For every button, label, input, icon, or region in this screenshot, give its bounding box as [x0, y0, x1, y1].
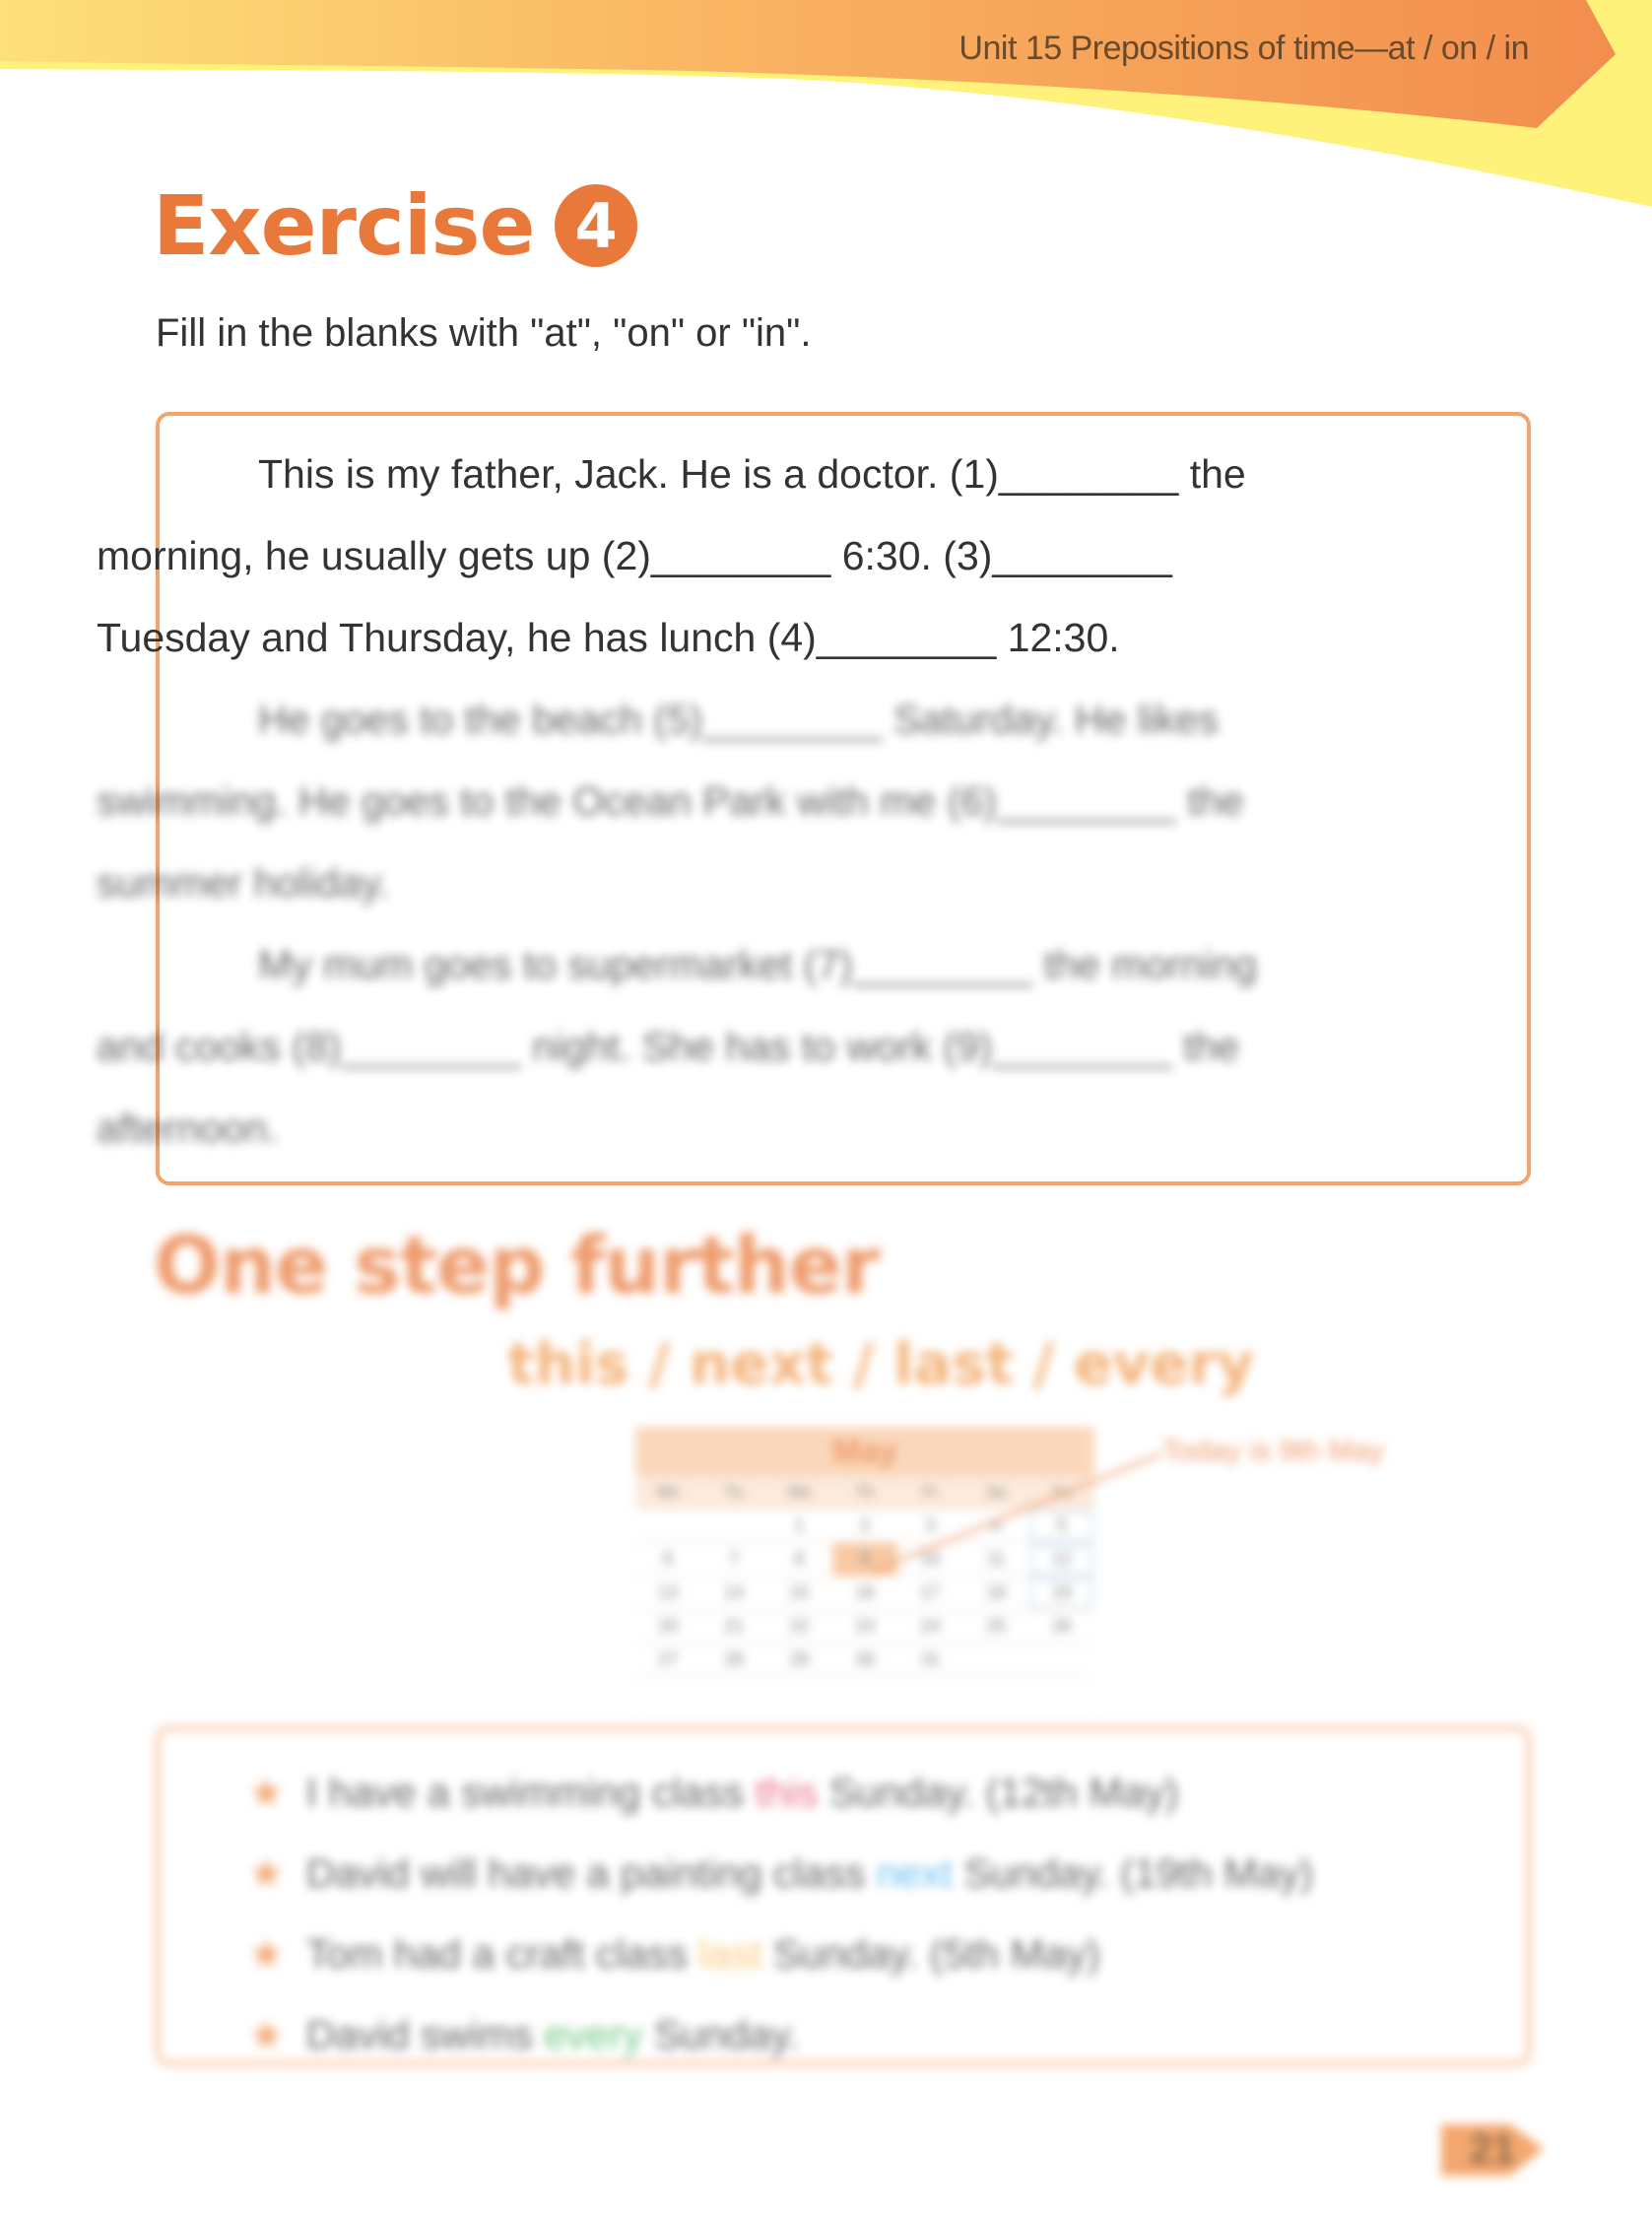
weekday-label: Sa [963, 1476, 1029, 1510]
p2-line2: swimming. He goes to the Ocean Park with me (6)________ the [97, 778, 1244, 824]
calendar-day [1028, 1644, 1094, 1677]
calendar-pointer-line [867, 1448, 1172, 1577]
calendar-day: 15 [766, 1577, 832, 1610]
blurred-region-exercise [97, 679, 1509, 1170]
calendar-day: 31 [897, 1644, 963, 1677]
star-bullet-icon: ★ [248, 1931, 285, 1977]
calendar-day [701, 1510, 767, 1543]
exercise-text-box [97, 412, 1531, 1185]
example-text: Sunday. (19th May) [953, 1850, 1314, 1896]
example-item [248, 1994, 1527, 2075]
calendar-day: 27 [635, 1644, 701, 1677]
exercise-title: Exercise [153, 177, 535, 274]
p1-line3: Tuesday and Thursday, he has lunch (4)________ 12:30. [97, 615, 1120, 660]
calendar-day: 13 [635, 1577, 701, 1610]
star-bullet-icon: ★ [248, 1850, 285, 1896]
example-text: David swims [305, 2012, 545, 2057]
calendar-day: 3 [897, 1510, 963, 1543]
calendar-day: 6 [635, 1543, 701, 1577]
example-text: Sunday. (12th May) [818, 1770, 1179, 1815]
calendar-day: 19 [1028, 1577, 1094, 1610]
example-keyword: this [755, 1770, 819, 1815]
star-bullet-icon: ★ [248, 2012, 285, 2057]
calendar-day: 30 [832, 1644, 898, 1677]
calendar-day: 7 [701, 1543, 767, 1577]
calendar-day: 25 [963, 1610, 1029, 1644]
example-item [248, 1752, 1527, 1833]
p3-line3: afternoon. [97, 1106, 279, 1151]
example-keyword: every [544, 2012, 643, 2057]
examples-box [156, 1726, 1531, 2065]
p3-line1: My mum goes to supermarket (7)________ the morning [258, 942, 1258, 987]
weekday-label: Mo [635, 1476, 701, 1510]
calendar-today-note: Today is 9th May [1162, 1435, 1385, 1467]
calendar-day: 5 [1028, 1510, 1094, 1543]
calendar-day: 16 [832, 1577, 898, 1610]
p3-line2: and cooks (8)________ night. She has to work (9)________ the [97, 1024, 1240, 1069]
weekday-label: We [766, 1476, 832, 1510]
paragraph-2 [97, 679, 1509, 924]
example-keyword: next [876, 1850, 954, 1896]
calendar-day: 12 [1028, 1543, 1094, 1577]
calendar-day: 2 [832, 1510, 898, 1543]
unit-title: Unit 15 Prepositions of time—at / on / in [958, 30, 1529, 67]
weekday-label: Su [1028, 1476, 1094, 1510]
p1-line1: This is my father, Jack. He is a doctor. (1)________ the [258, 451, 1246, 497]
calendar-day [963, 1644, 1029, 1677]
calendar-day: 1 [766, 1510, 832, 1543]
weekday-label: Th [832, 1476, 898, 1510]
calendar-day: 23 [832, 1610, 898, 1644]
example-text: I have a swimming class [305, 1770, 756, 1815]
calendar-day: 24 [897, 1610, 963, 1644]
example-text: Tom had a craft class [305, 1931, 699, 1977]
example-item [248, 1833, 1527, 1914]
exercise-instruction: Fill in the blanks with "at", "on" or "in". [156, 311, 812, 355]
further-subheading: this / next / last / every [507, 1330, 1255, 1397]
calendar-day [635, 1510, 701, 1543]
p2-line3: summer holiday. [97, 860, 390, 906]
example-text: David will have a painting class [305, 1850, 877, 1896]
p2-line1: He goes to the beach (5)________ Saturday. He likes [258, 697, 1219, 742]
calendar-day: 4 [963, 1510, 1029, 1543]
further-heading: One step further [154, 1220, 880, 1311]
weekday-label: Tu [701, 1476, 767, 1510]
calendar-day: 22 [766, 1610, 832, 1644]
calendar-day: 28 [701, 1644, 767, 1677]
calendar-day: 11 [963, 1543, 1029, 1577]
example-item [248, 1914, 1527, 1994]
example-text: Sunday. [642, 2012, 800, 2057]
calendar-day: 18 [963, 1577, 1029, 1610]
calendar-day: 29 [766, 1644, 832, 1677]
star-bullet-icon: ★ [248, 1770, 285, 1815]
calendar-day: 10 [897, 1543, 963, 1577]
p1-line2: morning, he usually gets up (2)________ 6:30. (3)________ [97, 533, 1172, 578]
example-text: Sunday. (5th May) [761, 1931, 1100, 1977]
exercise-heading [153, 177, 637, 274]
calendar-day: 8 [766, 1543, 832, 1577]
calendar-day: 20 [635, 1610, 701, 1644]
exercise-number-badge: 4 [555, 184, 637, 267]
calendar-day: 21 [701, 1610, 767, 1644]
calendar-day-today: 9 [832, 1543, 898, 1577]
example-keyword: last [698, 1931, 762, 1977]
calendar-day: 14 [701, 1577, 767, 1610]
page-number: 21 [1469, 2125, 1516, 2172]
weekday-label: Fr [897, 1476, 963, 1510]
calendar-day: 26 [1028, 1610, 1094, 1644]
paragraph-3 [97, 924, 1509, 1170]
calendar-day: 17 [897, 1577, 963, 1610]
calendar-month: May [635, 1427, 1094, 1476]
paragraph-1 [97, 434, 1509, 679]
